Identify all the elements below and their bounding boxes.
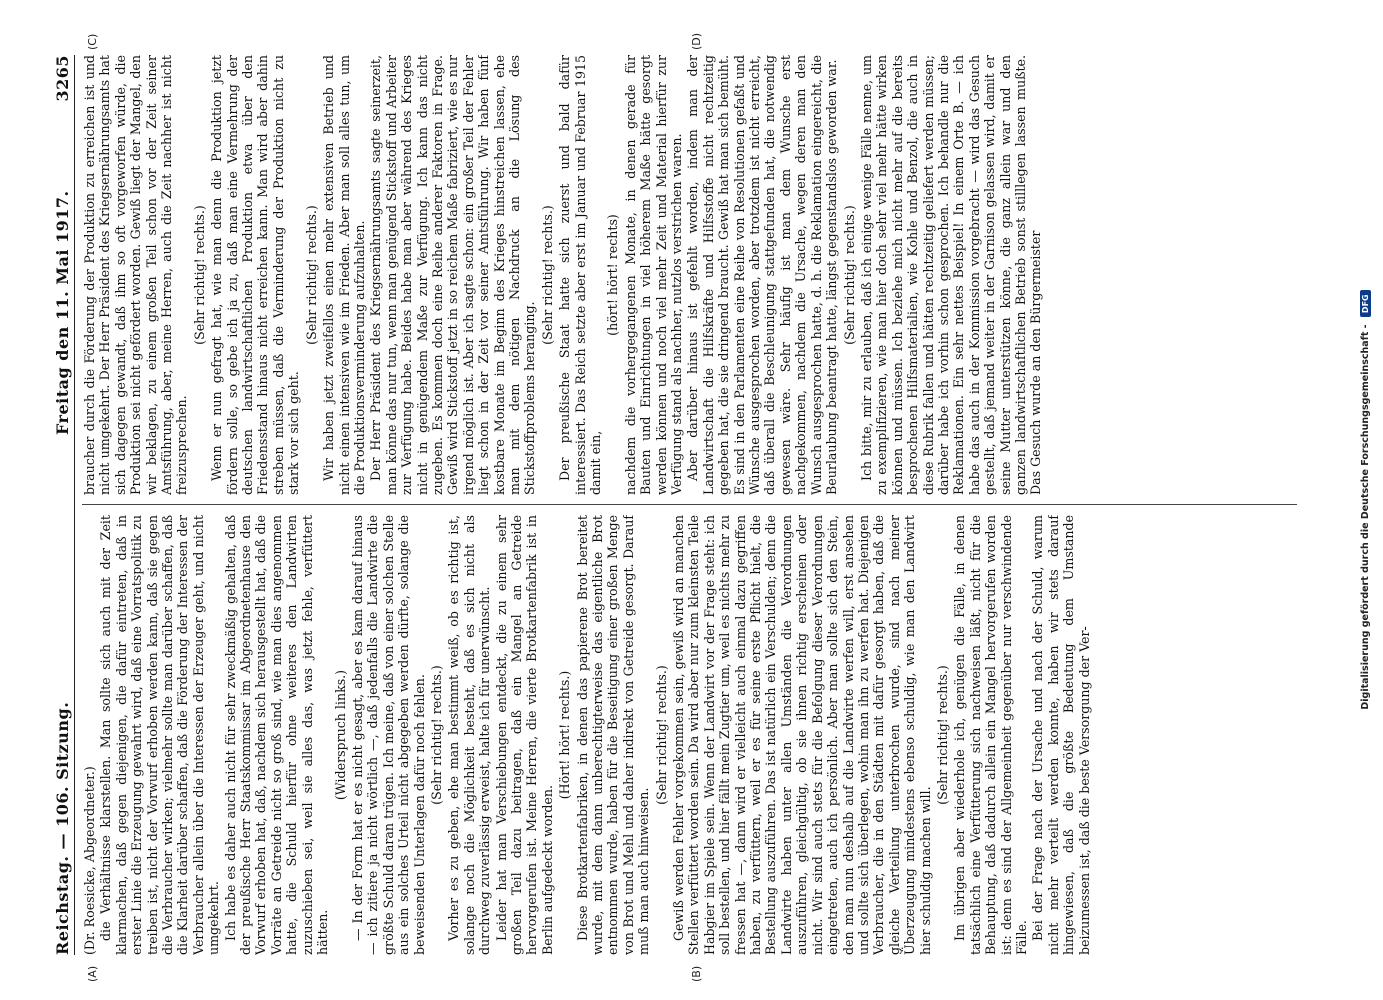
- header-rule: [74, 55, 75, 955]
- page-header: [50, 55, 72, 955]
- dfg-logo: DFG: [1360, 290, 1371, 317]
- paragraph: Ich habe es daher auch nicht für sehr zweckmäßig gehalten, daß der preußische Herr Staatskommissar im Abgeordnetenhause den Vorwurf erhoben hat, daß, nachdem sich herausgestellt hat, daß die Vorräte an Getreide nicht so groß sind, wie man dies angenommen hatte, die Schuld hierfür ohne weiteres den Landwirten zuzuschieben sei, weil sie alles das, was jetzt fehle, verfüttert hätten.: [222, 515, 331, 955]
- marker-d: (D): [690, 32, 703, 50]
- interjection: (Sehr richtig! rechts.): [934, 665, 950, 805]
- interjection: (Sehr richtig! rechts.): [428, 665, 444, 805]
- paragraph: Der preußische Staat hatte sich zuerst und bald dafür interessiert. Das Reich setzte aber erst im Januar und Februar 1915 damit ein,: [557, 55, 603, 495]
- paragraph: nachdem die vorhergegangenen Monate, in denen gerade für Bauten und Einrichtungen in viel höherem Maße hätte gesorgt werden können und noch viel mehr Zeit und Material hierfür zur Verfügung stand als nachher, nutzlos verstrichen waren.: [622, 55, 685, 495]
- left-column: [82, 515, 1297, 955]
- paragraph: Wenn er nun gefragt hat, wie man denn die Produktion jetzt fördern solle, so gebe ich ja zu, daß man eine Vermehrung der deutschen landwirtschaftlichen Produktion etwa über den Friedensstand hinaus nicht erreichen kann. Man wird aber dahin streben müssen, daß die Verminderung der Produktion nicht zu stark vor sich geht.: [209, 55, 302, 495]
- interjection: (Sehr richtig! rechts.): [841, 205, 857, 345]
- paragraph: Diese Brotkartenfabriken, in denen das papierene Brot bereitet wurde, mit dem dann unberechtigterweise das eigentliche Brot entnommen wurde, haben für die Beseitigung einer großen Menge von Brot und Mehl und daher indirekt von Getreide gesorgt. Darauf muß man auch hinweisen.: [574, 515, 652, 955]
- paragraph: (Dr. Roesicke, Abgeordneter.): [82, 766, 97, 955]
- paragraph: Wir haben jetzt zweifellos einen mehr extensiven Betrieb und nicht einen intensiven wie im Frieden. Aber man soll alles tun, um die Produktionsverminderung aufzuhalten.: [321, 55, 367, 495]
- column-divider: [82, 504, 1297, 505]
- paragraph: Vorher es zu geben, ehe man bestimmt weiß, ob es richtig ist, solange noch die Möglichkeit besteht, daß es sich nicht als durchweg zuverlässig erweist, halte ich für unerwünscht.: [446, 515, 493, 955]
- paragraph: Ich bitte, mir zu erlauben, daß ich einige wenige Fälle nenne, um zu exemplifizieren, wie man hier doch sehr viel mehr hätte wirken können und müssen. Ich beziehe mich nicht mehr auf die bereits besprochenen Hilfsmaterialien, wie Kohle und Benzol, die auch in diese Rubrik fallen und hätten rechtzeitig geliefert werden müssen; darüber habe ich vorhin schon gesprochen. Ich behandle nur die Reklamationen. Ein sehr nettes Beispiel! In einem Orte B. — ich habe das auch in der Kommission vorgebracht — wird das Gesuch gestellt, daß jemand weiter in der Garnison gelassen wird, damit er seine Mutter unterstützen könne, die ganz allein war und den ganzen landwirtschaftlichen Betrieb sonst stilllegen lassen mußte. Das Gesuch wurde an den Bürgermeister: [858, 55, 1044, 495]
- paragraph: Der Herr Präsident des Kriegsernährungsamts sagte seinerzeit, man könne das nur tun, wenn man genügend Stickstoff und Arbeiter zur Verfügung habe. Beides habe man aber während des Krieges nicht in genügendem Maße zur Verfügung. Ich kann das nicht zugeben. Es kommen doch eine Reihe anderer Faktoren in Frage. Gewiß wird Stickstoff jetzt in so reichem Maße fabriziert, wie es nur irgend möglich ist. Aber ich sagte schon: ein großer Teil der Fehler liegt schon in der Zeit vor seiner Amtsführung. Wir haben fünf kostbare Monate im Beginn des Krieges hinstreichen lassen, ehe man mit dem nötigen Nachdruck an die Lösung des Stickstoffproblems heranging.: [368, 55, 538, 495]
- paragraph: braucher durch die Förderung der Produktion zu erreichen ist und nicht umgekehrt. Der Herr Präsident des Kriegsernährungsamts hat sich dagegen gewandt, daß ihm so oft vorgeworfen würde, die Produktion sei nicht gefördert worden. Gewiß liegt der Mangel, den wir beklagen, zu einem großen Teil schon vor der Zeit seiner Amtsführung, aber, meine Herren, auch die Zeit nachher ist nicht freizusprechen.: [82, 55, 190, 495]
- paragraph: Bei der Frage nach der Ursache und nach der Schuld, warum nicht mehr verteilt werden konnte, haben wir stets darauf hingewiesen, daß die größte Bedeutung dem Umstande beizumessen ist, daß die beste Versorgung der Ver-: [1030, 515, 1092, 955]
- paragraph: Aber darüber hinaus ist gefehlt worden, indem man der Landwirtschaft die Hilfskräfte und Hilfsstoffe nicht rechtzeitig gegeben hat, die sie dringend braucht. Gewiß hat man sich bemüht. Es sind in den Parlamenten eine Reihe von Resolutionen gefaßt und Wünsche ausgesprochen worden, aber trotzdem ist nicht erreicht, daß überall die Beschleunigung stattgefunden hat, die notwendig gewesen wäre. Sehr häufig ist man dem Wunsche erst nachgekommen, nachdem die Ursache, wegen deren man den Wunsch ausgesprochen hatte, d. h. die Reklamation eingereicht, die Beurlaubung beantragt hatte, längst gegenstandslos geworden war.: [685, 55, 840, 495]
- right-column: [82, 55, 1297, 495]
- paragraph: Im übrigen aber wiederhole ich, genügen die Fälle, in denen tatsächlich eine Verfütterung sich nachweisen läßt, nicht für die Behauptung, daß dadurch allein ein Mangel hervorgerufen worden ist: denn es sind der Allgemeinheit gegenüber nur verschwindende Fälle.: [952, 515, 1029, 955]
- header-session: Reichstag. — 106. Sitzung.: [53, 701, 72, 955]
- paragraph: Gewiß werden Fehler vorgekommen sein, gewiß wird an manchen Stellen verfüttert worden sein. Da wird aber nur zum kleinsten Teile Habgier im Spiele sein. Wenn der Landwirt vor der Frage steht: ich soll bestellen, und hier fällt mein Zugtier um, weil es nichts mehr zu fressen hat —, dann wird er vielleicht auch einmal dazu gegriffen haben, zu verfüttern, weil er es für seine erste Pflicht hielt, die Bestellung auszuführen. Das ist natürlich ein Verschulden; denn die Landwirte haben unter allen Umständen die Verordnungen auszuführen, gleichgültig, ob sie ihnen richtig erscheinen oder nicht. Wir sind auch stets für die Befolgung dieser Verordnungen eingetreten, auch ich persönlich. Aber man sollte sich den Stein, den man nun deshalb auf die Landwirte werfen will, erst ansehen und sollte sich überlegen, wohin man ihn zu werfen hat. Diejenigen Verbraucher, die in den Städten mit dafür gesorgt haben, daß die gleiche Verteilung unterbrochen wurde, sind nach meiner Überzeugung mindestens ebenso schuldig, wie man den Landwirt hier schuldig machen will.: [671, 515, 933, 955]
- marker-b: (B): [690, 965, 703, 982]
- header-date: Freitag den 11. Mai 1917.: [53, 190, 72, 436]
- digitization-text: Digitalisierung gefördert durch die Deutsche Forschungsgemeinschaft -: [1360, 324, 1371, 710]
- interjection: (Sehr richtig! rechts.): [191, 205, 207, 345]
- page-number: 3265: [53, 54, 72, 102]
- interjection: (Hört! hört! rechts.): [557, 670, 573, 800]
- interjection: (hört! hört! rechts): [605, 214, 621, 336]
- interjection: (Widerspruch links.): [332, 669, 348, 801]
- marker-a: (A): [86, 965, 99, 982]
- paragraph: — In der Form hat er es nicht gesagt, aber es kam darauf hinaus — ich zitiere ja nicht wörtlich —, daß jedenfalls die Landwirte die größte Schuld daran trügen. Ich meine, daß von einer solchen Stelle aus ein solches Urteil nicht abgegeben werden dürfte, solange die beweisenden Unterlagen dafür noch fehlen.: [349, 515, 427, 955]
- paragraph: die Verhältnisse klarstellen. Man sollte sich auch mit der Zeit klarmachen, daß gegen diejenigen, die dafür eintreten, daß in erster Linie die Erzeugung gewahrt wird, daß eine Vorratspolitik zu treiben ist, nicht der Vorwurf erhoben werden kann, daß sie gegen die Verbraucher wirken; vielmehr sollte man darüber schaffen, daß die Klarheit darüber schaffen, daß die Förderung der Interessen der Verbraucher allein über die Interessen der Erzeuger geht, und nicht umgekehrt.: [98, 515, 222, 955]
- paragraph: Leider hat man Verschiebungen entdeckt, die zu einem sehr großen Teil dazu beitragen, daß ein Mangel an Getreide hervorgerufen ist. Meine Herren, die vierte Brotkartenfabrik ist in Berlin aufgedeckt worden.: [493, 515, 555, 955]
- interjection: (Sehr richtig! rechts.): [539, 205, 555, 345]
- interjection: (Sehr richtig! rechts.): [303, 205, 319, 345]
- digitization-note: [1360, 0, 1371, 1000]
- marker-c: (C): [86, 33, 99, 50]
- interjection: (Sehr richtig! rechts.): [653, 665, 669, 805]
